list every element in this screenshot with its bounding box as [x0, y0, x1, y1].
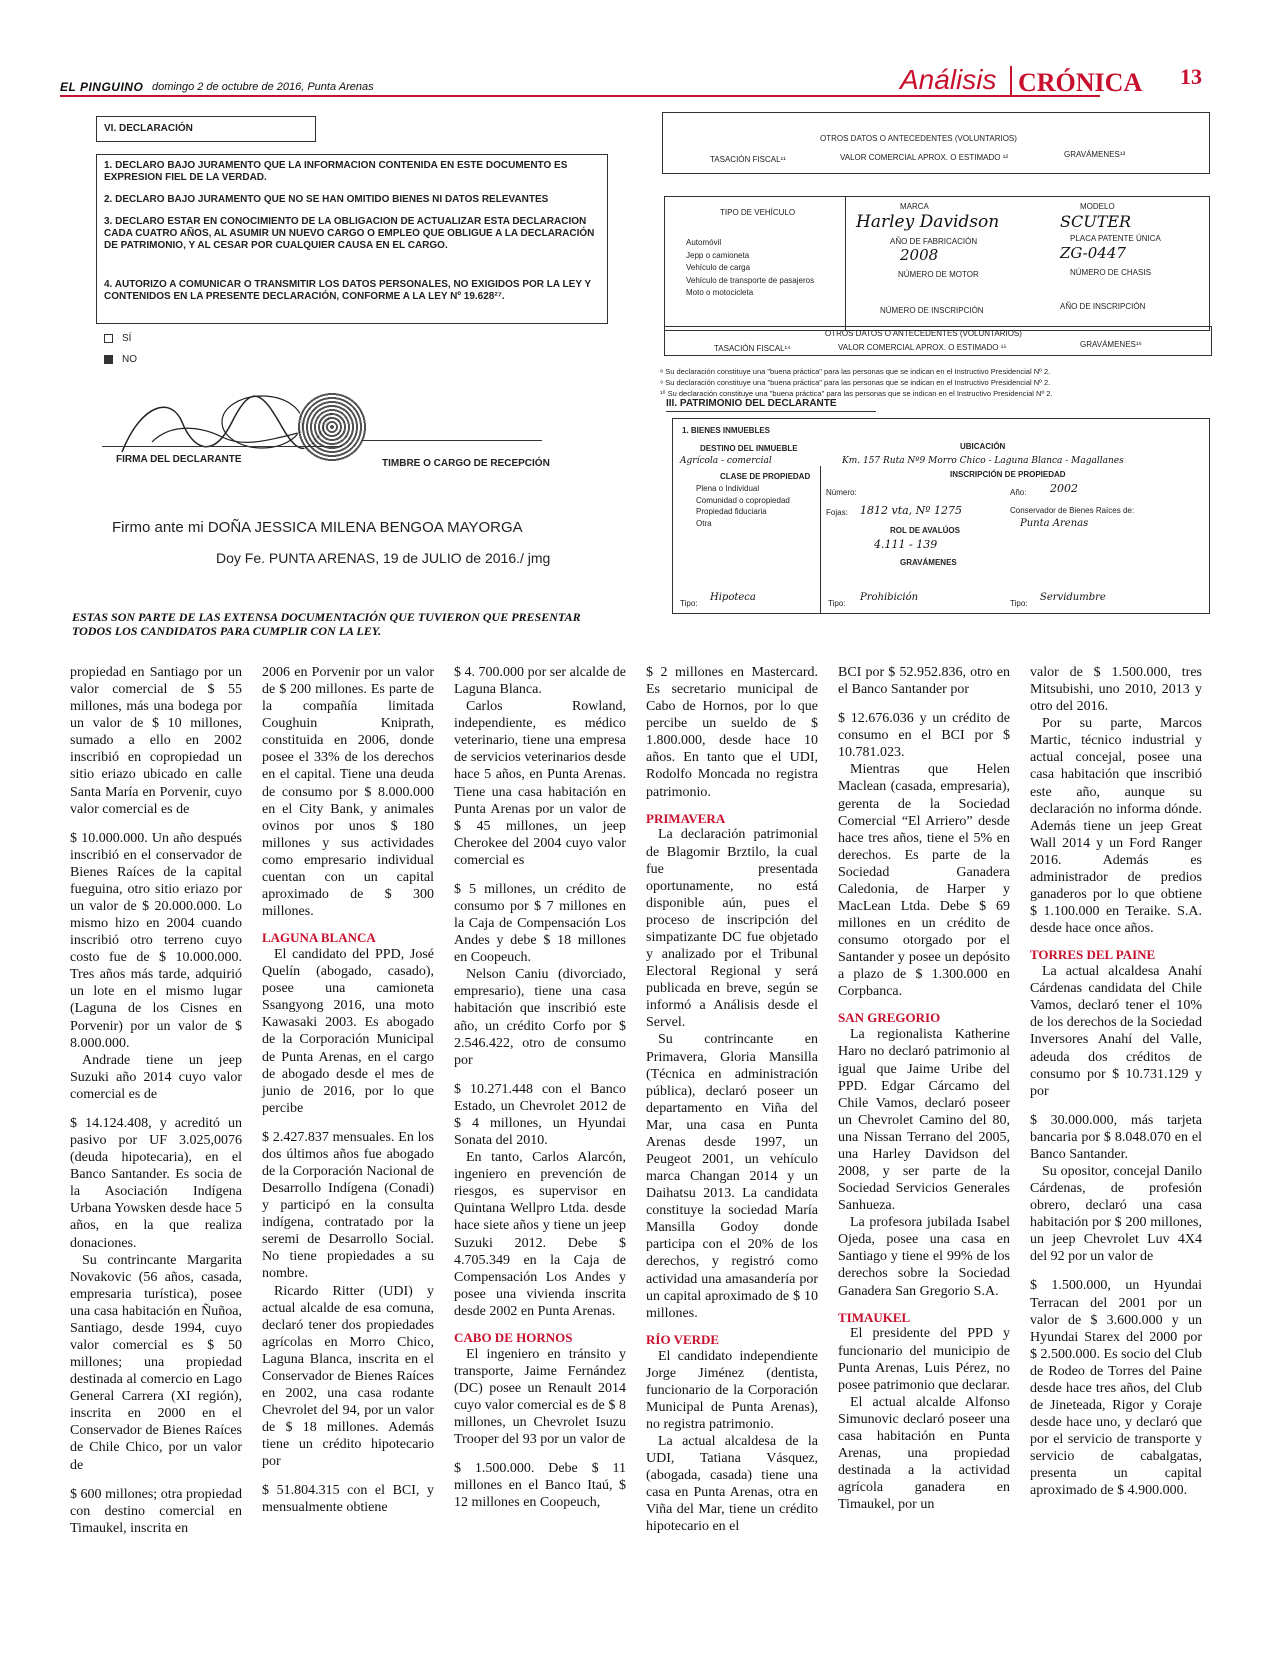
declaration-section-title: VI. DECLARACIÓN — [104, 123, 193, 134]
clase-label: CLASE DE PROPIEDAD — [720, 472, 811, 481]
footnote-2: ⁹ Su declaración constituye una "buena práctica" para las personas que se indican en el Instructivo Presidencial Nº 2. — [660, 378, 1051, 387]
section-name: Análisis — [900, 64, 997, 95]
footnote-1: ⁸ Su declaración constituye una "buena práctica" para las personas que se indican en el Instructivo Presidencial Nº 2. — [660, 367, 1051, 376]
paragraph: $ 30.000.000, más tarjeta bancaria por $ 8.048.070 en el Banco Santander. — [1030, 1112, 1202, 1162]
tipo1-value: Hipoteca — [710, 592, 756, 603]
fingerprint-mark — [297, 392, 367, 462]
anio-fab-value: 2008 — [900, 246, 939, 264]
paragraph: $ 4. 700.000 por ser alcalde de Laguna Blanca. — [454, 665, 626, 698]
anio-insc-label: AÑO DE INSCRIPCIÓN — [1060, 302, 1146, 311]
paragraph: 2006 en Porvenir por un valor de $ 200 millones. Es parte de la compañía limitada Coughuin Kniprath, constituida en 2006, donde posee el 33% de los derechos en el capital. Tiene una deuda de consumo por $ 8.000.000 en el City Bank, y animales ovinos por unos $ 180 millones y sus actividades como empresario individual cuentan con un capital aproximado de $ 300 millones. — [262, 665, 434, 920]
numero-label: Número: — [826, 488, 857, 497]
masthead — [60, 64, 1220, 98]
signature-line — [102, 446, 342, 447]
modelo-label: MODELO — [1080, 202, 1115, 211]
declaration-item-1: 1. DECLARO BAJO JURAMENTO QUE LA INFORMACION CONTENIDA EN ESTE DOCUMENTO ES EXPRESION FIEL DE LA VERDAD. — [104, 160, 568, 183]
otros-datos-header-2: OTROS DATOS O ANTECEDENTES (VOLUNTARIOS) — [825, 329, 1022, 338]
paragraph: La actual alcaldesa de la UDI, Tatiana Vásquez, (abogada, casada) tiene una casa en Punta Arenas, otra en Viña del Mar, tiene un crédito hipotecario en el — [646, 1434, 818, 1535]
paragraph: Nelson Caniu (divorciado, empresario), tiene una casa habitación que inscribió este año, un crédito Corfo por $ 2.546.422, otro de consumo por — [454, 967, 626, 1068]
num-insc-label: NÚMERO DE INSCRIPCIÓN — [880, 306, 984, 315]
paragraph: $ 2.427.837 mensuales. En los dos últimos años fue abogado de la Corporación Nacional de Desarrollo Indígena (Conadi) y participó en la consulta indígena, contratado por la seremi de Desarrollo Social. No tiene propiedades a su nombre. — [262, 1129, 434, 1282]
paragraph: El presidente del PPD y funcionario del municipio de Punta Arenas, Luis Pérez, no posee patrimonio que declarar. — [838, 1326, 1010, 1393]
anio-fab-label: AÑO DE FABRICACIÓN — [890, 237, 978, 246]
declaration-item-2: 2. DECLARO BAJO JURAMENTO QUE NO SE HAN OMITIDO BIENES NI DATOS RELEVANTES — [104, 194, 549, 205]
vehicle-options — [672, 238, 815, 298]
bienes-title: 1. BIENES INMUEBLES — [682, 426, 771, 435]
fojas-label: Fojas: — [826, 508, 848, 517]
valor-comercial-label-2: VALOR COMERCIAL APROX. O ESTIMADO ¹⁵ — [838, 343, 1007, 352]
paragraph: $ 1.500.000, un Hyundai Terracan del 2001 por un valor de $ 3.600.000 y un Hyundai Starex del 2000 por $ 2.500.000. Es socio del Club de Rodeo de Torres del Paine desde hace tres años, del Club de Jineteada, Rigor y Coraje desde hace uno, y declaró que por el servicio de transporte y servicio de cabalgatas, presenta un capital aproximado de $ 4.900.000. — [1030, 1278, 1202, 1499]
column-2 — [262, 664, 434, 1517]
paragraph: El candidato del PPD, José Quelín (abogado, casado), posee una camioneta Ssangyong 2016, una moto Kawasaki 2003. Es abogado de la Corporación Municipal de Punta Arenas, en el cargo de abogado desde el mes de junio de 2016, por lo que percibe — [262, 947, 434, 1116]
publication-name: EL PINGUINO — [60, 80, 144, 94]
tipo3-label: Tipo: — [1010, 599, 1028, 608]
veh-opt-4: Moto o motocicleta — [686, 288, 754, 298]
subhead-laguna-blanca: LAGUNA BLANCA — [262, 930, 376, 946]
paragraph: Ricardo Ritter (UDI) y actual alcalde de esa comuna, declaró tener dos propiedades agrícolas en Morro Chico, Laguna Blanca, inscrita en el Conservador de Bienes Raíces en 2002, una casa rodante Chevrolet del 94, por un valor de $ 18 millones. Además tiene un crédito hipotecario por — [262, 1283, 434, 1470]
tipo-vehiculo-label: TIPO DE VEHÍCULO — [720, 208, 796, 217]
scan-assets-form — [660, 112, 1220, 617]
scan-declaration — [92, 112, 612, 607]
otros-datos-header: OTROS DATOS O ANTECEDENTES (VOLUNTARIOS) — [820, 134, 1017, 143]
notary-line-1: Firmo ante mi DOÑA JESSICA MILENA BENGOA MAYORGA — [112, 519, 523, 536]
checkbox-si — [104, 334, 113, 343]
stamp-line — [362, 440, 542, 441]
checkbox-no — [104, 355, 113, 364]
patrimonio-title: III. PATRIMONIO DEL DECLARANTE — [666, 398, 837, 409]
marca-label: MARCA — [900, 202, 929, 211]
subhead-primavera: PRIMAVERA — [646, 810, 726, 826]
date-line: domingo 2 de octubre de 2016, Punta Arenas — [152, 81, 374, 93]
tipo1-label: Tipo: — [680, 599, 698, 608]
paragraph: El actual alcalde Alfonso Simunovic declaró poseer una casa habitación en Punta Arenas, una propiedad destinada a la actividad agrícola ganadera en Timaukel, por un — [838, 1394, 1010, 1513]
anio-label: Año: — [1010, 488, 1027, 497]
subhead-timaukel: TIMAUKEL — [838, 1309, 911, 1325]
fojas-value: 1812 vta, Nº 1275 — [860, 504, 962, 517]
inmuebles-divider — [820, 466, 821, 614]
column-1 — [70, 664, 242, 1537]
rol-label: ROL DE AVALÚOS — [890, 526, 960, 535]
paragraph: Su opositor, concejal Danilo Cárdenas, de profesión obrero, declaró una casa habitación por $ 200 millones, un jeep Chevrolet Luv 4X4 del 92 por un valor de — [1030, 1163, 1202, 1265]
section-separator — [1010, 66, 1012, 96]
destino-label: DESTINO DEL INMUEBLE — [700, 444, 798, 453]
tasacion-label-2: TASACIÓN FISCAL¹⁴ — [714, 344, 791, 353]
paragraph: El ingeniero en tránsito y transporte, Jaime Fernández (DC) posee un Renault 2014 cuyo valor comercial es de $ 8 millones, un Chevrolet Isuzu Trooper del 93 por un valor de — [454, 1346, 626, 1448]
column-6 — [1030, 664, 1202, 1499]
clase-opt-0: Plena o Individual — [696, 484, 760, 493]
marca-value: Harley Davidson — [856, 212, 1000, 232]
veh-opt-3: Vehículo de transporte de pasajeros — [686, 275, 815, 285]
stamp-label: TIMBRE O CARGO DE RECEPCIÓN — [382, 458, 550, 469]
column-5 — [838, 664, 1010, 1513]
patrimonio-rule — [666, 411, 876, 412]
signature-label: FIRMA DEL DECLARANTE — [116, 454, 242, 465]
paragraph: La regionalista Katherine Haro no declaró patrimonio al igual que Jaime Uribe del PPD. Edgar Cárcamo del Chile Vamos, declaró poseer un Chevrolet Camino del 80, una Nissan Terrano del 2005, una Harley Davidson del 2008, y ser parte de la Sociedad Servicios Generales Sanhueza. — [838, 1027, 1010, 1214]
rol-value: 4.111 - 139 — [874, 538, 938, 551]
paragraph: Carlos Rowland, independiente, es médico veterinario, tiene una empresa de servicios veterinarios desde hace 5 años, en Punta Arenas. Tiene una casa habitación en Punta Arenas por un valor de $ 45 millones, un jeep Cherokee del 2004 cuyo valor comercial es — [454, 699, 626, 868]
anio-value: 2002 — [1050, 482, 1078, 495]
veh-opt-2: Vehículo de carga — [686, 263, 751, 273]
subhead-torres-del-paine: TORRES DEL PAINE — [1030, 947, 1156, 963]
notary-line-2: Doy Fe. PUNTA ARENAS, 19 de JULIO de 2016./ jmg — [216, 550, 551, 566]
option-no-label: NO — [122, 354, 137, 365]
clase-opt-2: Propiedad fiduciaria — [696, 507, 767, 517]
veh-opt-1: Jepp o camioneta — [686, 250, 750, 260]
gravamenes-label-2: GRAVÁMENES¹⁶ — [1080, 340, 1142, 349]
footnote-3: ¹⁰ Su declaración constituye una "buena práctica" para las personas que se indican en el Instructivo Presidencial Nº 2. — [660, 389, 1053, 398]
ubicacion-label: UBICACIÓN — [960, 442, 1006, 451]
clase-options — [682, 484, 790, 528]
valor-comercial-label: VALOR COMERCIAL APROX. O ESTIMADO ¹² — [840, 153, 1009, 162]
paragraph: El candidato independiente Jorge Jiménez (dentista, funcionario de la Corporación Municipal de Punta Arenas), no registra patrimonio. — [646, 1348, 818, 1432]
paragraph: La actual alcaldesa Anahí Cárdenas candidata del Chile Vamos, declaró tener el 10% de los derechos de la Sociedad Inversores Anahí del Valle, adeuda dos créditos de consumo por $ 10.731.129 y por — [1030, 964, 1202, 1099]
paragraph: valor de $ 1.500.000, tres Mitsubishi, uno 2010, 2013 y otro del 2016. — [1030, 665, 1202, 715]
option-si-label: SÍ — [122, 333, 132, 344]
subhead-rio-verde: RÍO VERDE — [646, 1331, 720, 1347]
column-4 — [646, 664, 818, 1535]
num-motor-label: NÚMERO DE MOTOR — [898, 270, 979, 279]
paragraph: BCI por $ 52.952.836, otro en el Banco Santander por — [838, 665, 1010, 698]
ubicacion-value: Km. 157 Ruta Nº9 Morro Chico - Laguna Blanca - Magallanes — [842, 456, 1124, 466]
paragraph: $ 14.124.408, y acreditó un pasivo por UF 3.025,0076 (deuda hipotecaria), en el Banco Santander. Es socia de la Asociación Indígena Urbana Yowsken desde hace 5 años, en la que realiza donaciones. — [70, 1115, 242, 1251]
subhead-san-gregorio: SAN GREGORIO — [838, 1010, 941, 1026]
tipo2-label: Tipo: — [828, 599, 846, 608]
tipo3-value: Servidumbre — [1040, 592, 1106, 603]
tipo2-value: Prohibición — [860, 592, 919, 603]
paragraph: Mientras que Helen Maclean (casada, empresaria), gerenta de la Sociedad Comercial “El Arriero” desde hace tres años, tiene el 5% en derechos. Es parte de la Sociedad Ganadera Caledonia, de Harper y MacLean Ltda. Debe $ 69 millones en un crédito de consumo otorgado por el Santander y posee un depósito a plazo de $ 1.300.000 en Corpbanca. — [838, 762, 1010, 1000]
declaration-item-3: 3. DECLARO ESTAR EN CONOCIMIENTO DE LA OBLIGACION DE ACTUALIZAR ESTA DECLARACION CADA CUATRO AÑOS, AL ASUMIR UN NUEVO CARGO O EMPLEO QUE OBLIGUE A LA DECLARACIÓN DE PATRIMONIO, Y AL CESAR POR CUALQUIER CAUSA EN EL CARGO. — [104, 216, 595, 251]
veh-opt-0: Automóvil — [686, 238, 722, 247]
paragraph: Su contrincante en Primavera, Gloria Mansilla (Técnica en administración pública), declaró poseer un departamento en Viña del Mar, una casa en Punta Arenas desde 1997, un Peugeot 2001, un vehículo marca Changan 2014 y un Daihatsu 2013. La candidata constituye la sociedad María Mansilla Godoy donde participa con el 20% de los derechos, y registró como actividad una amasandería por un capital aproximado de $ 10 millones. — [646, 1032, 818, 1321]
tasacion-label: TASACIÓN FISCAL¹¹ — [710, 155, 786, 164]
conservador-value: Punta Arenas — [1020, 518, 1089, 529]
photo-caption: ESTAS SON PARTE DE LAS EXTENSA DOCUMENTACIÓN QUE TUVIERON QUE PRESENTAR TODOS LOS CANDIDATOS PARA CUMPLIR CON LA LEY. — [72, 610, 581, 638]
paragraph: La profesora jubilada Isabel Ojeda, posee una casa en Santiago y tiene el 99% de los derechos sobre la Sociedad Ganadera San Gregorio S.A. — [838, 1215, 1010, 1299]
placa-value: ZG-0447 — [1060, 244, 1126, 262]
inscripcion-label: INSCRIPCIÓN DE PROPIEDAD — [950, 470, 1066, 479]
paragraph: La declaración patrimonial de Blagomir Brztilo, la cual fue presentada oportunamente, no está disponible aún, pues el proceso de inscripción del simpatizante DC fue objetado y analizado por el Tribunal Electoral Regional y será publicada en breve, según se informó a Análisis desde el Servel. — [646, 827, 818, 1031]
paragraph: $ 1.500.000. Debe $ 11 millones en el Banco Itaú, $ 12 millones en Coopeuch, — [454, 1461, 626, 1511]
conservador-label: Conservador de Bienes Raíces de: — [1010, 506, 1135, 515]
vehicle-divider — [845, 196, 846, 331]
paragraph: $ 10.271.448 con el Banco Estado, un Chevrolet 2012 de $ 4 millones, un Hyundai Sonata del 2010. — [454, 1081, 626, 1149]
paragraph: $ 2 millones en Mastercard. Es secretario municipal de Cabo de Hornos, por lo que percibe un sueldo de $ 1.800.000, desde hace 10 años. En tanto que el UDI, Rodolfo Moncada no registra patrimonio. — [646, 665, 818, 800]
paragraph: Su contrincante Margarita Novakovic (56 años, casada, empresaria turística), posee una casa habitación en Ñuñoa, Santiago, desde 1994, cuyo valor comercial es $ 50 millones; una propiedad destinada al comercio en Lago General Carrera (XI región), inscrita en 2000 en el Conservador de Bienes Raíces de Chile Chico, por un valor de — [70, 1252, 242, 1473]
num-chasis-label: NÚMERO DE CHASIS — [1070, 268, 1151, 277]
grav-label: GRAVÁMENES — [900, 558, 957, 567]
paragraph: $ 5 millones, un crédito de consumo por $ 7 millones en la Caja de Compensación Los Andes y debe $ 18 millones en Coopeuch. — [454, 881, 626, 966]
destino-value: Agrícola - comercial — [680, 456, 772, 466]
paragraph: En tanto, Carlos Alarcón, ingeniero en prevención de riesgos, es supervisor en Quintana Wellpro Ltda. desde hace siete años y tiene un jeep Suzuki 2012. Debe $ 4.705.349 en la Caja de Compensación Los Andes y posee una vivienda inscrita desde 2002 en Punta Arenas. — [454, 1150, 626, 1319]
paragraph: $ 600 millones; otra propiedad con destino comercial en Timaukel, inscrita en — [70, 1486, 242, 1536]
clase-opt-1: Comunidad o copropiedad — [696, 495, 790, 505]
paragraph: $ 51.804.315 con el BCI, y mensualmente obtiene — [262, 1483, 434, 1516]
placa-label: PLACA PATENTE ÚNICA — [1070, 234, 1161, 243]
gravamenes-label: GRAVÁMENES¹³ — [1064, 150, 1126, 159]
column-3 — [454, 664, 626, 1511]
paragraph: Andrade tiene un jeep Suzuki año 2014 cuyo valor comercial es de — [70, 1052, 242, 1102]
declaration-item-4: 4. AUTORIZO A COMUNICAR O TRANSMITIR LOS DATOS PERSONALES, NO EXIGIDOS POR LA LEY Y CONTENIDOS EN LA PRESENTE DECLARACIÓN, CONFORME A LA LEY Nº 19.628²⁷. — [104, 279, 591, 302]
paragraph: propiedad en Santiago por un valor comercial de $ 55 millones, más una bodega por un valor de $ 10 millones, sumado a ello en 2002 inscribió en copropiedad un sitio eriazo ubicado en calle Santa María en Porvenir, cuyo valor comercial es de — [70, 665, 242, 817]
page-number: 13 — [1180, 64, 1202, 89]
paragraph: $ 10.000.000. Un año después inscribió en el conservador de Bienes Raíces de la capital fueguina, otro sitio eriazo por un valor de $ 20.000.000. Lo mismo hizo en 2004 cuando inscribió otro terreno cuyo costo fue de $ 10.000.000. Tres años más tarde, adquirió un lote en el mismo lugar (Laguna de los Cisnes en Porvenir) por un valor de $ 8.000.000. — [70, 830, 242, 1051]
modelo-value: SCUTER — [1060, 212, 1132, 231]
paragraph: Por su parte, Marcos Martic, técnico industrial y actual concejal, posee una casa habitación que inscribió este año, aunque su declaración no informa dónde. Además tiene un jeep Great Wall 2014 y un Ford Ranger 2016. Además es administrador de predios ganaderos por lo que obtiene $ 1.100.000 en Teraike. S.A. desde hace once años. — [1030, 716, 1202, 937]
subsection-name: CRÓNICA — [1018, 68, 1143, 97]
subhead-cabo-de-hornos: CABO DE HORNOS — [454, 1329, 573, 1345]
clase-opt-3: Otra — [696, 518, 712, 528]
paragraph: $ 12.676.036 y un crédito de consumo en el BCI por $ 10.781.023. — [838, 711, 1010, 761]
